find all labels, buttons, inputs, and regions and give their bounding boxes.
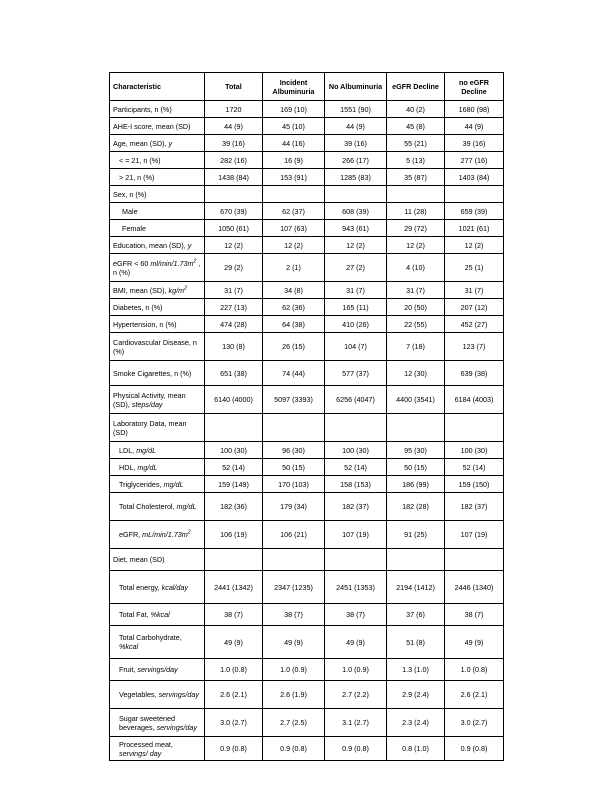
table-row [110,659,504,681]
row-label [110,386,205,414]
table-cell: 44 (9) [445,118,504,135]
table-cell: 0.9 (0.8) [445,737,504,761]
row-label-text: Fruit, [119,665,138,674]
table-cell: 45 (8) [387,118,445,135]
row-label-text: Total Cholesterol, [119,502,177,511]
table-cell: 277 (16) [445,152,504,169]
table-cell: 49 (9) [445,626,504,659]
table-cell: 608 (39) [325,203,387,220]
table-cell: 44 (16) [263,135,325,152]
table-cell: 12 (2) [263,237,325,254]
table-cell: 20 (50) [387,299,445,316]
table-cell: 49 (9) [263,626,325,659]
row-label-text: Sex, n (%) [113,189,147,199]
table-cell: 52 (14) [205,459,263,476]
table-row [110,282,504,299]
table-row [110,361,504,386]
table-cell: 182 (37) [325,493,387,521]
row-label [110,186,205,203]
table-cell: 31 (7) [445,282,504,299]
table-cell: 130 (8) [205,333,263,361]
table-row [110,101,504,118]
table-cell: 2.6 (2.1) [205,681,263,709]
table-cell [325,549,387,571]
table-cell: 31 (7) [205,282,263,299]
table-row [110,604,504,626]
table-cell: 44 (9) [205,118,263,135]
table-cell: 410 (26) [325,316,387,333]
table-cell: 62 (37) [263,203,325,220]
row-label-suffix: , n (%) [113,258,201,277]
table-cell: 4 (10) [387,254,445,282]
table-cell: 51 (8) [387,626,445,659]
table-cell: 34 (8) [263,282,325,299]
table-cell: 1.0 (0.9) [325,659,387,681]
table-cell [445,549,504,571]
row-label [110,571,205,604]
table-cell: 1551 (90) [325,101,387,118]
row-label-text: Hypertension, n (%) [113,319,177,329]
row-label-units: servings/day [156,722,197,732]
row-label-units: kcal/day [161,582,188,592]
table-cell: 38 (7) [445,604,504,626]
table-cell: 1403 (84) [445,169,504,186]
row-label [110,316,205,333]
row-label [110,709,205,737]
table-cell: 651 (38) [205,361,263,386]
row-label-text: Age, mean (SD), [113,138,169,148]
table-cell: 3.0 (2.7) [205,709,263,737]
table-cell: 153 (91) [263,169,325,186]
row-label-units: ml/min/1.73m [150,258,194,268]
table-cell: 4400 (3541) [387,386,445,414]
row-label-text: Cardiovascular Disease, n (%) [113,337,197,356]
table-cell: 25 (1) [445,254,504,282]
row-label-text: Laboratory Data, mean (SD) [113,418,187,437]
table-cell: 158 (153) [325,476,387,493]
row-label [110,203,205,220]
row-label-units: mg/dL [137,462,158,472]
row-label [110,101,205,118]
table-row [110,299,504,316]
table-cell [325,186,387,203]
table-cell [205,186,263,203]
table-row [110,254,504,282]
table-row [110,626,504,659]
table-cell: 1050 (61) [205,220,263,237]
row-label-superscript: 2 [187,529,191,536]
row-label-text: Smoke Cigarettes, n (%) [113,368,192,378]
table-row [110,442,504,459]
table-row [110,220,504,237]
table-cell: 11 (28) [387,203,445,220]
row-label-text: < = 21, n (%) [119,155,161,165]
table-cell: 26 (15) [263,333,325,361]
table-cell: 452 (27) [445,316,504,333]
row-label-text: AHE-I score, mean (SD) [113,121,191,131]
table-cell: 35 (87) [387,169,445,186]
table-row [110,414,504,442]
row-label-text: Education, mean (SD), [113,240,188,250]
table-row [110,333,504,361]
table-cell: 282 (16) [205,152,263,169]
table-row [110,186,504,203]
row-label [110,521,205,549]
table-cell: 44 (9) [325,118,387,135]
row-label-units: %kcal [150,610,170,619]
table-cell: 577 (37) [325,361,387,386]
table-cell: 64 (38) [263,316,325,333]
column-header: Characteristic [110,73,205,101]
row-label-text: Physical Activity, mean (SD), [113,390,186,409]
table-cell [387,414,445,442]
table-cell: 2.6 (2.1) [445,681,504,709]
row-label-text: Total Fat, [119,610,151,619]
row-label [110,333,205,361]
table-cell: 16 (9) [263,152,325,169]
table-cell: 12 (2) [205,237,263,254]
table-cell [387,549,445,571]
table-cell: 1285 (83) [325,169,387,186]
table-cell: 6184 (4003) [445,386,504,414]
row-label-text: Female [122,223,146,233]
table-cell: 0.9 (0.8) [325,737,387,761]
table-cell: 182 (37) [445,493,504,521]
table-cell: 29 (72) [387,220,445,237]
table-cell: 6256 (4047) [325,386,387,414]
table-cell: 2446 (1340) [445,571,504,604]
row-label [110,659,205,681]
row-label [110,282,205,299]
table-cell: 670 (39) [205,203,263,220]
table-cell: 2441 (1342) [205,571,263,604]
row-label-text: Sugar sweetened beverages, [119,713,175,732]
table-row [110,737,504,761]
table-cell [205,414,263,442]
table-cell: 107 (63) [263,220,325,237]
row-label-text: Diet, mean (SD) [113,555,165,564]
table-row [110,459,504,476]
table-cell [263,549,325,571]
row-label-text: Processed meat, [119,739,173,749]
table-cell [445,414,504,442]
row-label [110,118,205,135]
table-cell: 3.1 (2.7) [325,709,387,737]
table-cell: 45 (10) [263,118,325,135]
characteristics-table [109,72,504,761]
table-row [110,152,504,169]
row-label-superscript: 2 [193,258,197,265]
row-label-units: steps/day [131,399,163,409]
table-cell: 5 (13) [387,152,445,169]
row-label-units: kg/m [168,285,185,295]
row-label-units: mL/min/1.73m [142,530,188,539]
row-label-text: Participants, n (%) [113,104,172,114]
table-cell: 31 (7) [387,282,445,299]
row-label [110,254,205,282]
table-cell [387,186,445,203]
table-row [110,681,504,709]
row-label [110,442,205,459]
row-label-text: LDL, [119,445,137,455]
table-cell: 40 (2) [387,101,445,118]
table-cell: 29 (2) [205,254,263,282]
table-cell: 2194 (1412) [387,571,445,604]
table-cell: 31 (7) [325,282,387,299]
table-cell: 2.6 (1.9) [263,681,325,709]
row-label-units: y [187,240,192,250]
row-label-units: mg/dL [176,502,197,511]
row-label-text: Male [122,206,138,216]
table-cell [325,414,387,442]
table-cell: 1.3 (1.0) [387,659,445,681]
table-cell: 104 (7) [325,333,387,361]
column-header: no eGFR Decline [445,73,504,101]
table-cell: 186 (99) [387,476,445,493]
row-label-units: %kcal [119,642,139,651]
table-cell: 159 (149) [205,476,263,493]
row-label [110,220,205,237]
row-label-text: BMI, mean (SD), [113,285,169,295]
table-cell: 38 (7) [205,604,263,626]
table-cell: 2.3 (2.4) [387,709,445,737]
table-cell: 2451 (1353) [325,571,387,604]
row-label [110,299,205,316]
table-cell: 39 (16) [325,135,387,152]
row-label [110,737,205,761]
row-label [110,681,205,709]
table-cell: 38 (7) [263,604,325,626]
table-cell: 1438 (84) [205,169,263,186]
table-row [110,521,504,549]
row-label-units: mg/dL [163,479,184,489]
table-cell: 12 (2) [325,237,387,254]
row-label [110,169,205,186]
table-cell: 170 (103) [263,476,325,493]
table-cell: 659 (39) [445,203,504,220]
table-cell: 182 (28) [387,493,445,521]
table-row [110,118,504,135]
table-cell: 106 (21) [263,521,325,549]
table-cell: 123 (7) [445,333,504,361]
table-cell: 5097 (3393) [263,386,325,414]
table-cell: 639 (38) [445,361,504,386]
table-cell: 37 (6) [387,604,445,626]
table-cell: 74 (44) [263,361,325,386]
table-row [110,316,504,333]
row-label-superscript: 2 [184,285,187,292]
table-cell: 106 (19) [205,521,263,549]
row-label-text: eGFR, [119,530,143,539]
table-cell: 1720 [205,101,263,118]
table-cell: 12 (2) [445,237,504,254]
table-cell: 165 (11) [325,299,387,316]
table-cell: 7 (18) [387,333,445,361]
table-cell: 1.0 (0.8) [205,659,263,681]
table-cell: 207 (12) [445,299,504,316]
table-cell [445,186,504,203]
table-cell [263,186,325,203]
table-cell: 50 (15) [263,459,325,476]
row-label [110,493,205,521]
row-label [110,476,205,493]
row-label-text: Diabetes, n (%) [113,302,163,312]
row-label [110,626,205,659]
table-cell: 22 (55) [387,316,445,333]
table-cell: 2.9 (2.4) [387,681,445,709]
row-label [110,237,205,254]
table-cell [205,549,263,571]
row-label-text: Total Carbohydrate, [119,633,182,642]
table-row [110,237,504,254]
row-label [110,549,205,571]
row-label-units: servings/day [158,690,199,699]
table-cell: 943 (61) [325,220,387,237]
table-cell: 227 (13) [205,299,263,316]
table-cell: 1.0 (0.9) [263,659,325,681]
table-cell: 52 (14) [445,459,504,476]
table-row [110,203,504,220]
table-cell [263,414,325,442]
table-row [110,493,504,521]
row-label [110,152,205,169]
table-cell: 1.0 (0.8) [445,659,504,681]
table-cell: 0.9 (0.8) [205,737,263,761]
table-header-row [110,73,504,101]
table-cell: 27 (2) [325,254,387,282]
table-cell: 62 (36) [263,299,325,316]
row-label-text: > 21, n (%) [119,172,155,182]
table-row [110,476,504,493]
table-row [110,135,504,152]
table-cell: 474 (28) [205,316,263,333]
table-row [110,549,504,571]
table-cell: 91 (25) [387,521,445,549]
table-cell: 169 (10) [263,101,325,118]
table-cell: 49 (9) [325,626,387,659]
table-cell: 52 (14) [325,459,387,476]
table-cell: 2.7 (2.5) [263,709,325,737]
table-row [110,386,504,414]
table-cell: 266 (17) [325,152,387,169]
table-cell: 107 (19) [325,521,387,549]
table-cell: 100 (30) [205,442,263,459]
table-row [110,709,504,737]
table-row [110,169,504,186]
table-cell: 107 (19) [445,521,504,549]
table-cell: 2347 (1235) [263,571,325,604]
table-cell: 3.0 (2.7) [445,709,504,737]
table-cell: 12 (2) [387,237,445,254]
table-cell: 0.8 (1.0) [387,737,445,761]
row-label-text: Triglycerides, [119,479,164,489]
table-cell: 0.9 (0.8) [263,737,325,761]
table-cell: 12 (30) [387,361,445,386]
table-cell: 49 (9) [205,626,263,659]
table-cell: 179 (34) [263,493,325,521]
table-cell: 2 (1) [263,254,325,282]
row-label [110,414,205,442]
table-cell: 6140 (4000) [205,386,263,414]
column-header: Total [205,73,263,101]
table-cell: 50 (15) [387,459,445,476]
row-label-text: HDL, [119,462,138,472]
row-label-text: Total energy, [119,582,162,592]
table-cell: 159 (150) [445,476,504,493]
table-cell: 100 (30) [445,442,504,459]
table-cell: 39 (16) [205,135,263,152]
row-label-units: y [168,138,173,148]
table-cell: 2.7 (2.2) [325,681,387,709]
table-cell: 95 (30) [387,442,445,459]
row-label [110,135,205,152]
table-cell: 1021 (61) [445,220,504,237]
row-label [110,459,205,476]
table-cell: 38 (7) [325,604,387,626]
table-cell: 1680 (98) [445,101,504,118]
row-label [110,361,205,386]
column-header: Incident Albuminuria [263,73,325,101]
table-cell: 182 (36) [205,493,263,521]
row-label-units: servings/ day [119,748,162,758]
table-cell: 96 (30) [263,442,325,459]
row-label-text: eGFR < 60 [113,258,151,268]
row-label-text: Vegetables, [119,690,159,699]
table-cell: 100 (30) [325,442,387,459]
row-label-units: servings/day [137,665,178,674]
table-cell: 39 (16) [445,135,504,152]
row-label-units: mg/dL [136,445,157,455]
column-header: No Albuminuria [325,73,387,101]
column-header: eGFR Decline [387,73,445,101]
row-label [110,604,205,626]
table-body [110,101,504,761]
table-cell: 55 (21) [387,135,445,152]
table-row [110,571,504,604]
